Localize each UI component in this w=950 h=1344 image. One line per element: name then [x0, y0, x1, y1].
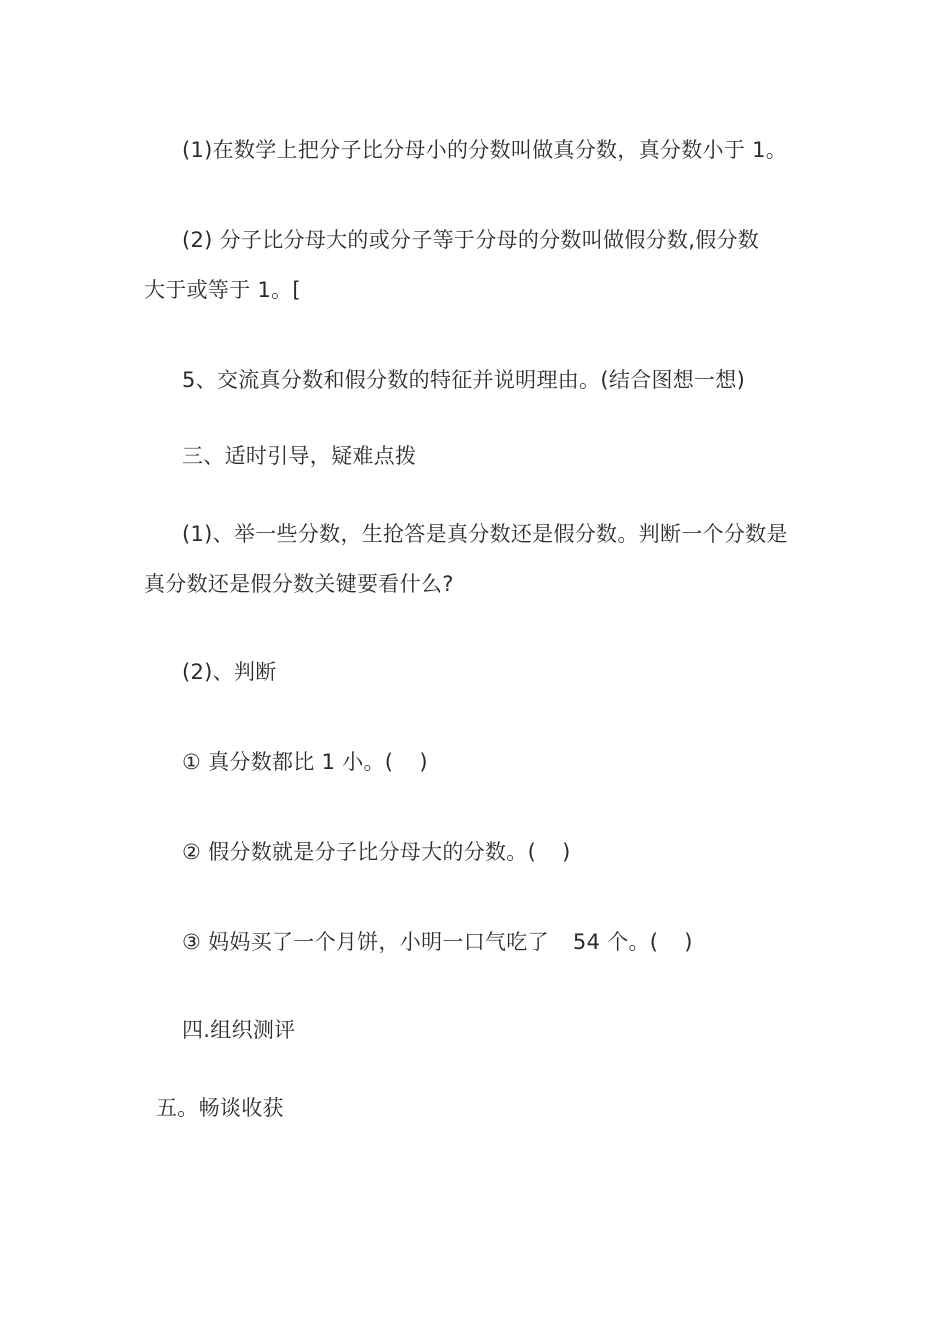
judge-item-3-close: ): [684, 930, 693, 954]
judge-item-3-value: 54 个。(: [572, 930, 659, 954]
section-heading-harvest: 五。畅谈收获: [156, 1096, 284, 1120]
judge-item-2-close: ): [562, 840, 571, 864]
judge-item-2-text: ② 假分数就是分子比分母大的分数。(: [182, 840, 537, 864]
paragraph-improper-fraction-definition: (2) 分子比分母大的或分子等于分母的分数叫做假分数,假分数: [182, 228, 760, 252]
judge-item-3-text: ③ 妈妈买了一个月饼，小明一口气吃了: [182, 930, 549, 954]
section-heading-guidance: 三、适时引导，疑难点拨: [182, 444, 417, 468]
paragraph-improper-fraction-continuation: 大于或等于 1。[: [144, 278, 301, 302]
judge-item-1-close: ): [419, 750, 428, 774]
judge-item-1: [182, 748, 428, 776]
paragraph-quick-answer-continuation: 真分数还是假分数关键要看什么?: [144, 572, 454, 596]
judge-item-1-text: ① 真分数都比 1 小。(: [182, 750, 394, 774]
judge-item-3: [182, 928, 693, 956]
paragraph-judge: (2)、判断: [182, 660, 277, 684]
paragraph-exchange-features: 5、交流真分数和假分数的特征并说明理由。(结合图想一想): [182, 368, 746, 392]
section-heading-assessment: 四.组织测评: [182, 1018, 296, 1042]
judge-item-2: [182, 838, 571, 866]
paragraph-quick-answer: (1)、举一些分数，生抢答是真分数还是假分数。判断一个分数是: [182, 522, 788, 546]
paragraph-true-fraction-definition: (1)在数学上把分子比分母小的分数叫做真分数，真分数小于 1。: [182, 138, 788, 162]
